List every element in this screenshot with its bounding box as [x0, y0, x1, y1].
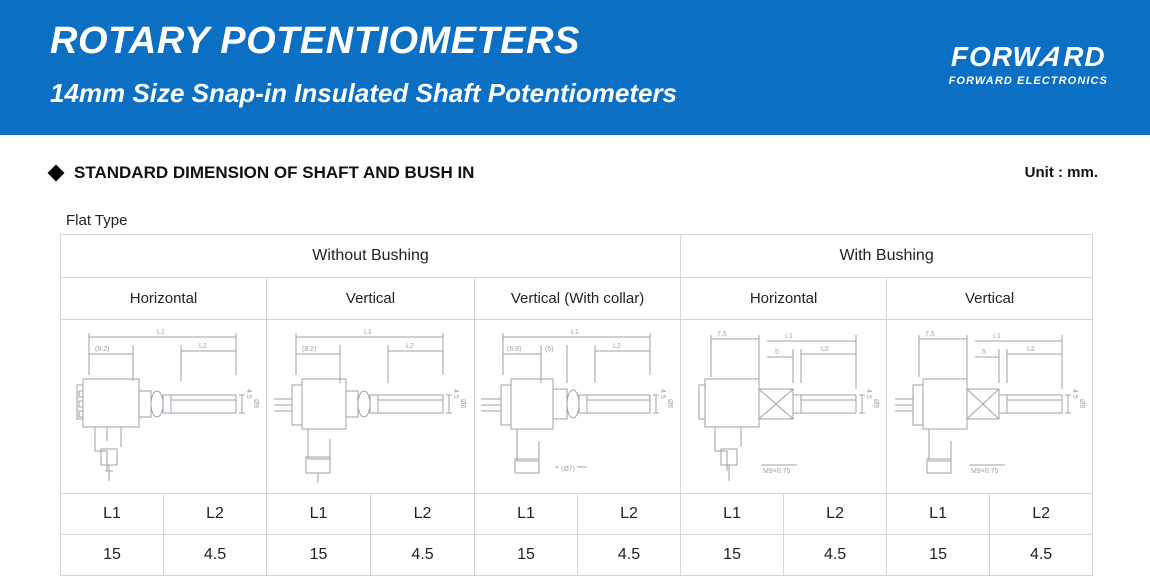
sublabel-l2-3: L2	[578, 494, 681, 535]
value-l2-4: 4.5	[784, 535, 887, 576]
column-header-vertical-2: Vertical	[887, 278, 1093, 320]
svg-text:Ø6: Ø6	[458, 398, 466, 408]
drawing-vertical-with-bushing	[887, 320, 1093, 494]
drawing-horizontal-with-bushing	[681, 320, 887, 494]
svg-text:4.5: 4.5	[451, 388, 459, 399]
page-subtitle: 14mm Size Snap-in Insulated Shaft Potentiometers	[50, 78, 678, 108]
value-l1-5: 15	[887, 535, 990, 576]
svg-text:5: 5	[775, 348, 779, 356]
svg-text:L1: L1	[785, 332, 793, 340]
logo-tagline: FORWARD ELECTRONICS	[948, 75, 1108, 87]
svg-text:Ø6: Ø6	[252, 398, 259, 408]
svg-text:L1: L1	[363, 328, 372, 336]
sublabel-l1-4: L1	[681, 494, 784, 535]
svg-text:4.5: 4.5	[659, 388, 666, 399]
svg-text:(5): (5)	[545, 345, 554, 353]
svg-text:L1: L1	[571, 328, 579, 336]
section-heading	[0, 163, 1150, 189]
column-header-horizontal-1: Horizontal	[61, 278, 267, 320]
page-title: ROTARY POTENTIOMETERS	[50, 20, 580, 62]
table-group-row	[61, 235, 1093, 278]
svg-text:4.5: 4.5	[865, 388, 873, 399]
company-logo	[949, 42, 1108, 88]
svg-text:4.5: 4.5	[1071, 388, 1079, 399]
group-header-without-bushing: Without Bushing	[61, 235, 681, 278]
sublabel-l1-2: L1	[267, 494, 371, 535]
value-l2-1: 4.5	[164, 535, 267, 576]
drawing-horizontal-no-bushing	[61, 320, 267, 494]
svg-text:Ø6: Ø6	[872, 398, 880, 408]
svg-text:M9×0.75: M9×0.75	[763, 467, 791, 475]
svg-text:Ø6: Ø6	[666, 398, 673, 408]
unit-label: Unit : mm.	[1024, 164, 1098, 181]
drawing-vertical-no-bushing	[267, 320, 475, 494]
table-sublabel-row	[61, 494, 1093, 535]
section-title: STANDARD DIMENSION OF SHAFT AND BUSH IN	[74, 163, 475, 182]
column-header-horizontal-2: Horizontal	[681, 278, 887, 320]
table-column-row	[61, 278, 1093, 320]
dimension-table-wrapper	[60, 234, 1092, 576]
value-l2-5: 4.5	[990, 535, 1093, 576]
dimension-table	[60, 234, 1093, 576]
sublabel-l1-1: L1	[61, 494, 164, 535]
svg-text:(8.2): (8.2)	[95, 345, 110, 353]
svg-text:(6.8): (6.8)	[507, 345, 522, 353]
svg-text:L2: L2	[405, 342, 414, 350]
value-l1-4: 15	[681, 535, 784, 576]
sublabel-l1-3: L1	[475, 494, 578, 535]
value-l1-1: 15	[61, 535, 164, 576]
svg-text:L2: L2	[199, 342, 207, 350]
svg-text:L1: L1	[993, 332, 1001, 340]
column-header-vertical-1: Vertical	[267, 278, 475, 320]
svg-text:L1: L1	[157, 328, 165, 336]
column-header-vertical-with-collar: Vertical (With collar)	[475, 278, 681, 320]
svg-text:7.5: 7.5	[717, 330, 727, 338]
page-header	[0, 0, 1150, 135]
sublabel-l2-5: L2	[990, 494, 1093, 535]
value-l1-3: 15	[475, 535, 578, 576]
svg-text:M9×0.75: M9×0.75	[971, 467, 999, 475]
sublabel-l1-5: L1	[887, 494, 990, 535]
svg-text:(Ø7): (Ø7)	[561, 465, 575, 473]
svg-text:L2: L2	[821, 345, 829, 353]
diamond-bullet-icon	[48, 165, 65, 182]
sublabel-l2-2: L2	[371, 494, 475, 535]
svg-text:L2: L2	[613, 342, 621, 350]
logo-text-part1: FORW	[950, 41, 1040, 72]
svg-text:7.5: 7.5	[925, 330, 935, 338]
svg-text:(8.2): (8.2)	[301, 345, 316, 353]
table-value-row	[61, 535, 1093, 576]
svg-text:5: 5	[982, 348, 986, 356]
drawing-vertical-with-collar	[475, 320, 681, 494]
logo-text-part2: RD	[1063, 41, 1106, 72]
logo-text-slash: A	[1036, 41, 1068, 72]
subsection-title: Flat Type	[66, 212, 128, 229]
sublabel-l2-4: L2	[784, 494, 887, 535]
group-header-with-bushing: With Bushing	[681, 235, 1093, 278]
svg-text:L2: L2	[1027, 345, 1035, 353]
table-drawing-row	[61, 320, 1093, 494]
value-l2-3: 4.5	[578, 535, 681, 576]
logo-wordmark	[951, 42, 1106, 72]
sublabel-l2-1: L2	[164, 494, 267, 535]
svg-text:4.5: 4.5	[245, 388, 252, 399]
value-l2-2: 4.5	[371, 535, 475, 576]
header-title-block	[50, 18, 677, 110]
svg-text:Ø6: Ø6	[1078, 398, 1086, 408]
value-l1-2: 15	[267, 535, 371, 576]
